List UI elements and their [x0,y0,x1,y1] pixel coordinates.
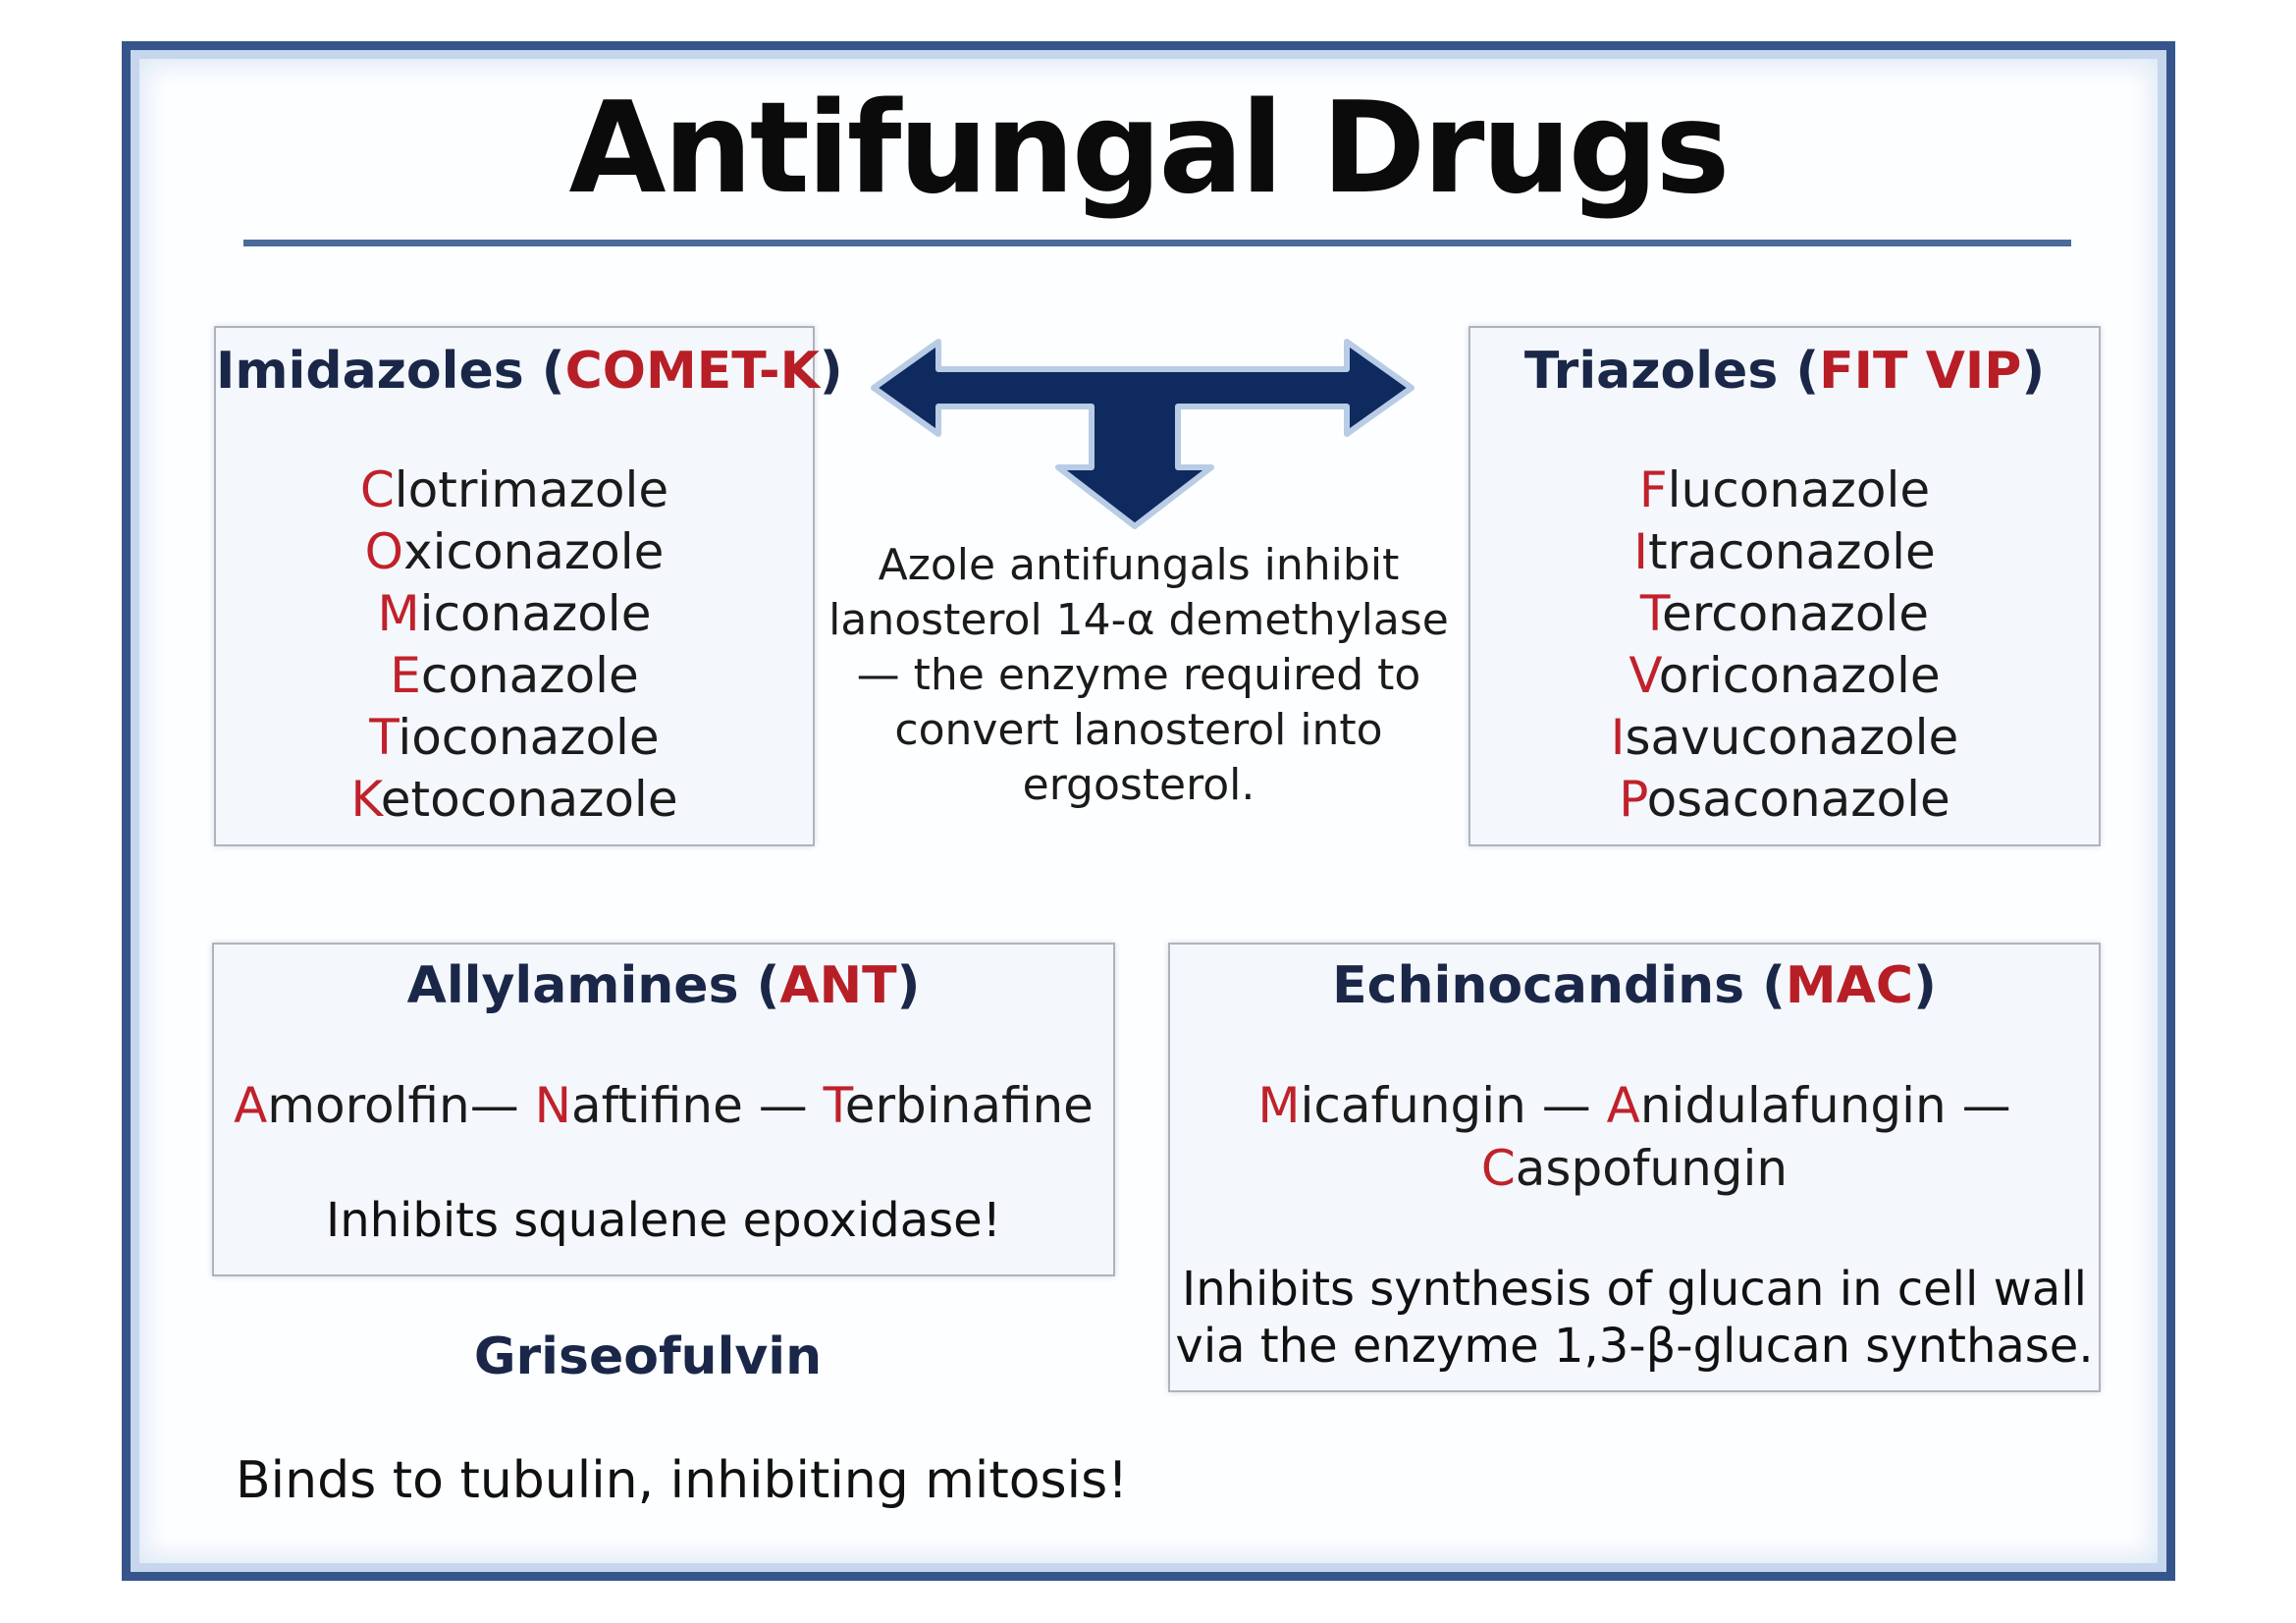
imidazoles-label: Imidazoles [216,342,524,401]
echinocandins-label: Echinocandins [1332,956,1745,1015]
mechanism-line: lanosterol 14-α demethylase [828,595,1449,645]
drug-item: Econazole [390,647,639,704]
triazoles-drug-list [1470,460,2099,831]
allylamines-drug-list: Amorolfin— Naftifine — Terbinafine [234,1077,1094,1134]
allylamines-note: Inhibits squalene epoxidase! [326,1193,1001,1248]
mechanism-line: — the enzyme required to [856,650,1421,700]
drug-item: Clotrimazole [359,461,669,518]
allylamines-heading: Allylamines (ANT) [406,956,921,1015]
echinocandins-note-line: Inhibits synthesis of glucan in cell wall [1182,1262,2087,1317]
drug-item: Itraconazole [1633,523,1936,580]
mechanism-line: convert lanosterol into [894,705,1383,755]
imidazoles-acronym: COMET-K [564,342,820,401]
drug-item: Oxiconazole [364,523,665,580]
griseofulvin-note: Binds to tubulin, inhibiting mitosis! [236,1451,1129,1510]
triazoles-label: Triazoles [1523,342,1779,401]
title-divider [243,240,2071,246]
echinocandins-note [1170,1261,2099,1375]
triazoles-heading: Triazoles (FIT VIP) [1523,342,2046,401]
mechanism-line: Azole antifungals inhibit [878,540,1400,590]
triazoles-box [1468,326,2101,846]
imidazoles-box [214,326,820,846]
allylamines-box [212,943,1115,1276]
allylamines-acronym: ANT [779,956,897,1015]
page-title: Antifungal Drugs [568,76,1728,222]
drug-item: Posaconazole [1619,771,1950,828]
griseofulvin-heading: Griseofulvin [473,1327,823,1386]
allylamines-label: Allylamines [406,956,739,1015]
imidazoles-drug-list [216,460,813,831]
echinocandins-note-line: via the enzyme 1,3-β-glucan synthase. [1175,1319,2094,1374]
echinocandins-heading: Echinocandins (MAC) [1332,956,1937,1015]
azole-mechanism-text [815,538,1463,813]
drug-item: Terconazole [1639,585,1930,642]
imidazoles-heading: Imidazoles (COMET-K [216,342,820,401]
echinocandins-box [1168,943,2101,1392]
echinocandins-drug-list: Micafungin — Anidulafungin — Caspofungin [1257,1077,2011,1197]
drug-item: Miconazole [377,585,652,642]
drug-item: Ketoconazole [350,771,678,828]
double-arrow-icon [868,334,1417,530]
mechanism-line: ergosterol. [1022,760,1255,810]
echinocandins-acronym: MAC [1785,956,1914,1015]
triazoles-acronym: FIT VIP [1819,342,2022,401]
drug-item: Isavuconazole [1610,709,1959,766]
drug-item: Fluconazole [1638,461,1931,518]
drug-item: Voriconazole [1629,647,1941,704]
drug-item: Tioconazole [369,709,660,766]
